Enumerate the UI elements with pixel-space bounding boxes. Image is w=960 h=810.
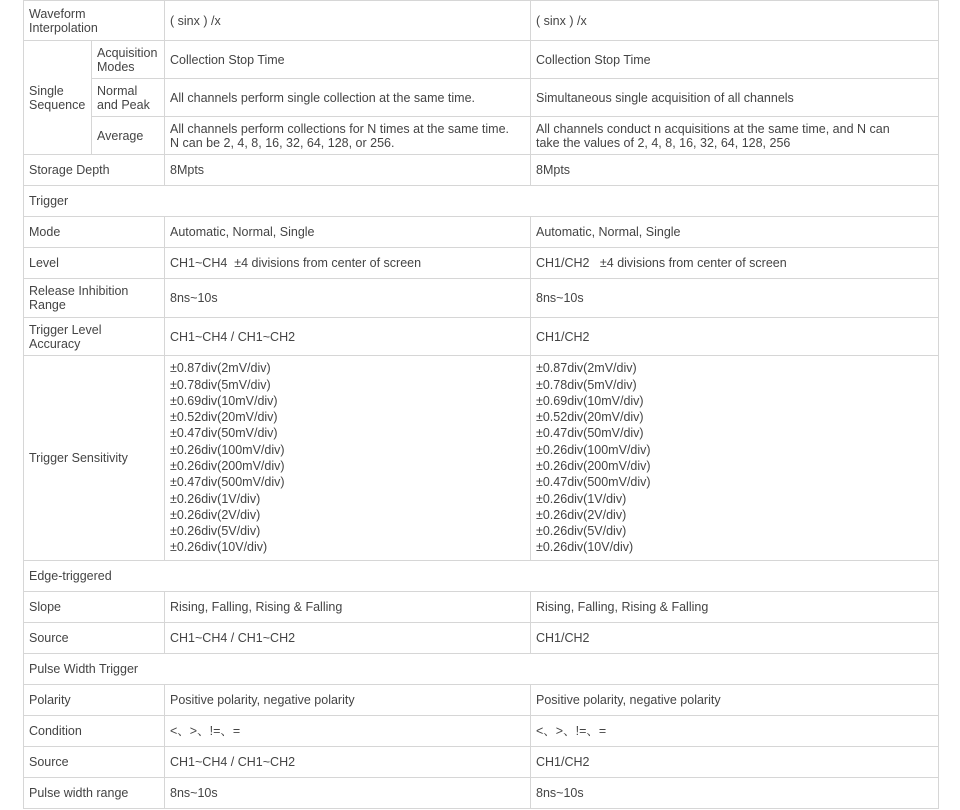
cell-value-a: Positive polarity, negative polarity bbox=[165, 685, 531, 716]
cell-value-b: CH1/CH2 bbox=[531, 747, 939, 778]
cell-value-a: Rising, Falling, Rising & Falling bbox=[165, 592, 531, 623]
cell-value-a: CH1~CH4 / CH1~CH2 bbox=[165, 623, 531, 654]
spec-table bbox=[23, 0, 939, 809]
row-edge-source bbox=[24, 623, 939, 654]
row-slope bbox=[24, 592, 939, 623]
row-normal-peak bbox=[24, 79, 939, 117]
row-mode bbox=[24, 217, 939, 248]
cell-value-b: Rising, Falling, Rising & Falling bbox=[531, 592, 939, 623]
row-average bbox=[24, 117, 939, 155]
row-label: Mode bbox=[24, 217, 165, 248]
row-label: Condition bbox=[24, 716, 165, 747]
cell-value-b: Collection Stop Time bbox=[531, 41, 939, 79]
section-heading: Pulse Width Trigger bbox=[24, 654, 939, 685]
row-label: Level bbox=[24, 248, 165, 279]
cell-value-a: 8ns~10s bbox=[165, 778, 531, 809]
cell-value-b: 8ns~10s bbox=[531, 279, 939, 318]
cell-value-b: ±0.87div(2mV/div) ±0.78div(5mV/div) ±0.69div(10mV/div) ±0.52div(20mV/div) ±0.47div(50mV/div) ±0.26div(100mV/div) ±0.26div(200mV/div) ±0.47div(500mV/div) ±0.26div(1V/div) ±0.26div(2V/div) ±0.26div(5V/div) ±0.26div(10V/div) bbox=[531, 356, 939, 561]
row-label: Release Inhibition Range bbox=[24, 279, 165, 318]
section-edge-triggered bbox=[24, 561, 939, 592]
cell-value-a: <、>、!=、= bbox=[165, 716, 531, 747]
cell-value-a: Collection Stop Time bbox=[165, 41, 531, 79]
row-trigger-sensitivity bbox=[24, 356, 939, 561]
cell-value-b: All channels conduct n acquisitions at the same time, and N can take the values of 2, 4, 8, 16, 32, 64, 128, 256 bbox=[531, 117, 939, 155]
cell-value-a: ±0.87div(2mV/div) ±0.78div(5mV/div) ±0.69div(10mV/div) ±0.52div(20mV/div) ±0.47div(50mV/div) ±0.26div(100mV/div) ±0.26div(200mV/div) ±0.47div(500mV/div) ±0.26div(1V/div) ±0.26div(2V/div) ±0.26div(5V/div) ±0.26div(10V/div) bbox=[165, 356, 531, 561]
row-label: Slope bbox=[24, 592, 165, 623]
row-acquisition-modes bbox=[24, 41, 939, 79]
row-waveform-interpolation bbox=[24, 1, 939, 41]
cell-value-b: CH1/CH2 ±4 divisions from center of screen bbox=[531, 248, 939, 279]
section-trigger bbox=[24, 186, 939, 217]
row-pulse-width-range bbox=[24, 778, 939, 809]
cell-value-a: CH1~CH4 / CH1~CH2 bbox=[165, 747, 531, 778]
row-release-inhibition bbox=[24, 279, 939, 318]
row-label: Trigger Level Accuracy bbox=[24, 318, 165, 356]
cell-value-a: 8ns~10s bbox=[165, 279, 531, 318]
cell-value-b: 8Mpts bbox=[531, 155, 939, 186]
sub-label: Acquisition Modes bbox=[92, 41, 165, 79]
row-trigger-level-accuracy bbox=[24, 318, 939, 356]
cell-value-b: ( sinx ) /x bbox=[531, 1, 939, 41]
cell-value-a: CH1~CH4 / CH1~CH2 bbox=[165, 318, 531, 356]
cell-value-b: Automatic, Normal, Single bbox=[531, 217, 939, 248]
row-label: Source bbox=[24, 747, 165, 778]
sub-label: Normal and Peak bbox=[92, 79, 165, 117]
row-polarity bbox=[24, 685, 939, 716]
row-label: Storage Depth bbox=[24, 155, 165, 186]
sub-label: Average bbox=[92, 117, 165, 155]
cell-value-a: ( sinx ) /x bbox=[165, 1, 531, 41]
cell-value-b: CH1/CH2 bbox=[531, 623, 939, 654]
cell-value-b: 8ns~10s bbox=[531, 778, 939, 809]
row-label: Trigger Sensitivity bbox=[24, 356, 165, 561]
row-label: Polarity bbox=[24, 685, 165, 716]
row-label: Source bbox=[24, 623, 165, 654]
section-heading: Trigger bbox=[24, 186, 939, 217]
cell-value-a: All channels perform collections for N times at the same time. N can be 2, 4, 8, 16, 32, 64, 128, or 256. bbox=[165, 117, 531, 155]
cell-value-a: Automatic, Normal, Single bbox=[165, 217, 531, 248]
row-storage-depth bbox=[24, 155, 939, 186]
cell-value-b: Positive polarity, negative polarity bbox=[531, 685, 939, 716]
cell-value-a: CH1~CH4 ±4 divisions from center of screen bbox=[165, 248, 531, 279]
row-label: Pulse width range bbox=[24, 778, 165, 809]
section-pulse-width-trigger bbox=[24, 654, 939, 685]
row-condition bbox=[24, 716, 939, 747]
cell-value-b: <、>、!=、= bbox=[531, 716, 939, 747]
section-heading: Edge-triggered bbox=[24, 561, 939, 592]
group-label-single-sequence: Single Sequence bbox=[24, 41, 92, 155]
cell-value-a: All channels perform single collection at the same time. bbox=[165, 79, 531, 117]
row-pulse-source bbox=[24, 747, 939, 778]
cell-value-b: Simultaneous single acquisition of all channels bbox=[531, 79, 939, 117]
row-level bbox=[24, 248, 939, 279]
row-label: Waveform Interpolation bbox=[24, 1, 165, 41]
cell-value-a: 8Mpts bbox=[165, 155, 531, 186]
cell-value-b: CH1/CH2 bbox=[531, 318, 939, 356]
